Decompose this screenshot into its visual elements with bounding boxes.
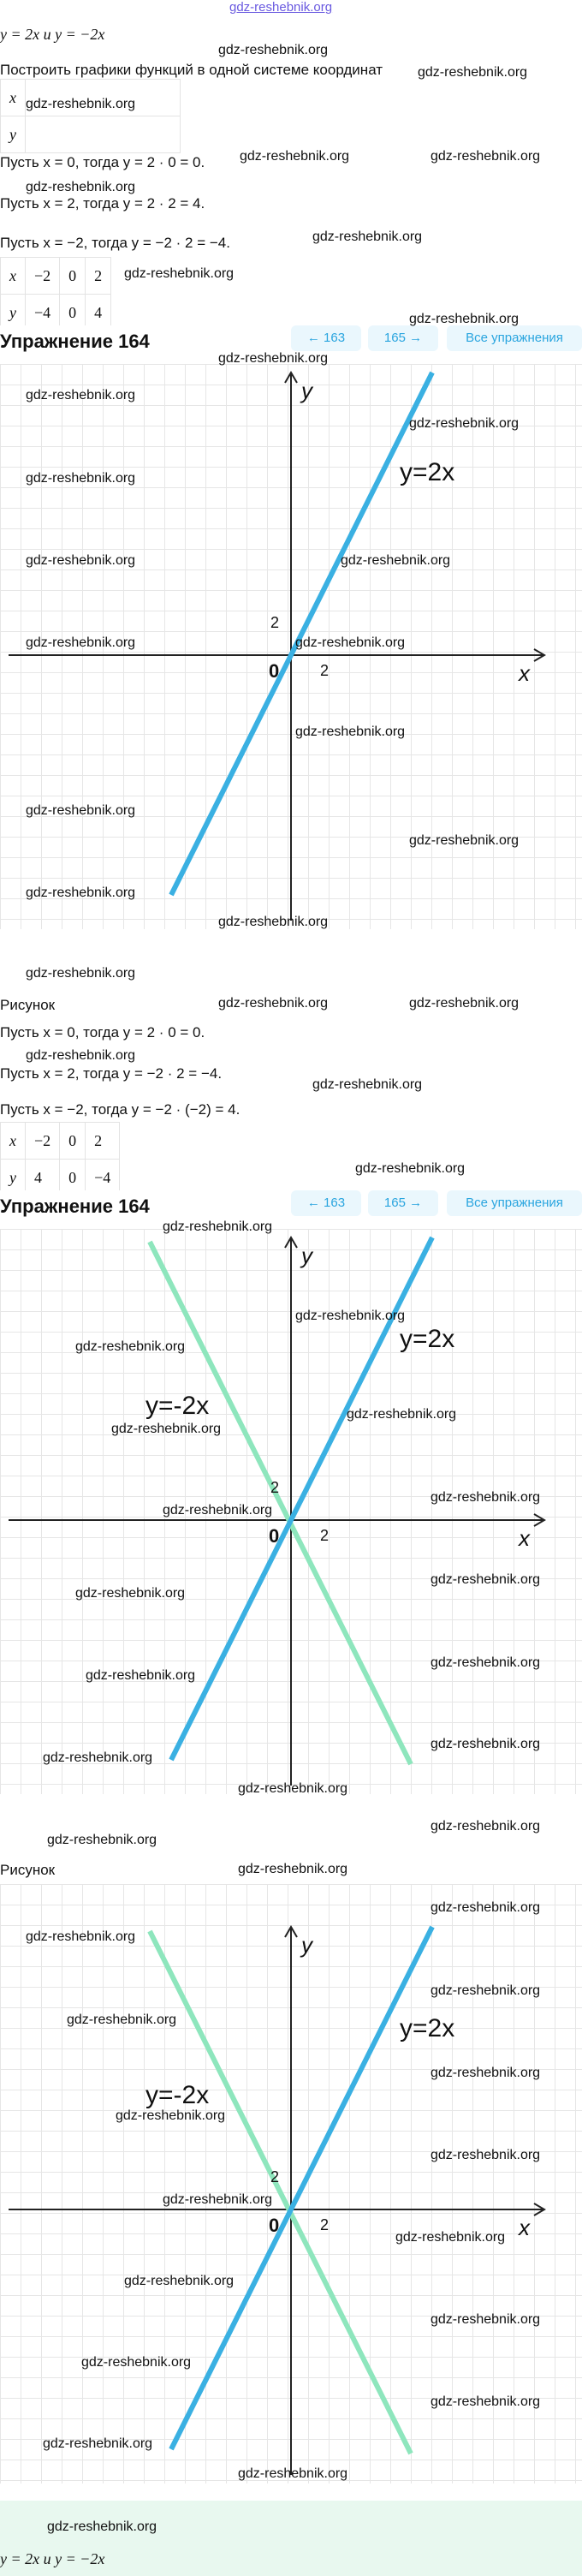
watermark: gdz-reshebnik.org	[26, 553, 136, 568]
watermark: gdz-reshebnik.org	[163, 1219, 273, 1234]
graph-3	[0, 1884, 582, 2484]
watermark: gdz-reshebnik.org	[116, 2108, 226, 2123]
origin-label: 0	[269, 660, 280, 682]
line-neg-label-3: y=-2x	[146, 2081, 210, 2109]
watermark: gdz-reshebnik.org	[26, 635, 136, 650]
watermark: gdz-reshebnik.org	[43, 2436, 153, 2451]
footer-heading: y = 2x и y = −2x	[0, 2550, 105, 2567]
watermark: gdz-reshebnik.org	[431, 2066, 541, 2080]
sol1-line3: Пусть x = −2, тогда y = −2 · 2 = −4.	[0, 235, 230, 251]
origin-label-2: 0	[269, 1525, 280, 1547]
watermark: gdz-reshebnik.org	[431, 1983, 541, 1998]
watermark: gdz-reshebnik.org	[67, 2012, 177, 2027]
watermark: gdz-reshebnik.org	[355, 1161, 466, 1176]
sol2-table	[0, 1122, 120, 1196]
watermark: gdz-reshebnik.org	[409, 996, 520, 1011]
watermark: gdz-reshebnik.org	[75, 1586, 186, 1601]
sol1-y3: 4	[86, 295, 111, 331]
watermark: gdz-reshebnik.org	[26, 471, 136, 486]
watermark: gdz-reshebnik.org	[295, 635, 406, 650]
watermark: gdz-reshebnik.org	[312, 230, 423, 244]
watermark: gdz-reshebnik.org	[431, 1900, 541, 1915]
line-y-2x	[171, 373, 432, 895]
sol2-line2: Пусть x = 2, тогда y = −2 · 2 = −4.	[0, 1065, 223, 1082]
watermark: gdz-reshebnik.org	[418, 65, 528, 80]
watermark: gdz-reshebnik.org	[26, 1048, 136, 1063]
watermark: gdz-reshebnik.org	[75, 1339, 186, 1354]
tick-x-label-3: 2	[320, 2216, 330, 2233]
watermark: gdz-reshebnik.org	[47, 1833, 157, 1847]
watermark: gdz-reshebnik.org	[238, 2466, 348, 2481]
sol1-x-label: x	[1, 258, 26, 295]
watermark: gdz-reshebnik.org	[26, 388, 136, 402]
sol2-y-label: y	[1, 1160, 26, 1196]
figure-caption-2: Рисунок	[0, 1862, 56, 1878]
prev-exercise-button-2[interactable]: ← 163	[291, 1190, 361, 1216]
site-logo[interactable]: gdz-reshebnik.org	[229, 0, 333, 15]
axis-x-label-3: x	[519, 2215, 530, 2240]
watermark: gdz-reshebnik.org	[431, 1655, 541, 1670]
sol2-x2: 0	[60, 1123, 86, 1160]
watermark: gdz-reshebnik.org	[26, 803, 136, 818]
watermark: gdz-reshebnik.org	[395, 2230, 506, 2245]
tick-x-label: 2	[320, 662, 330, 679]
watermark: gdz-reshebnik.org	[26, 180, 136, 194]
origin-label-3: 0	[269, 2215, 280, 2236]
intro-table-x-label: x	[1, 80, 26, 116]
tick-y-label-2: 2	[270, 1479, 280, 1496]
watermark: gdz-reshebnik.org	[26, 966, 136, 981]
line-pos-label-2: y=2x	[400, 1325, 455, 1353]
sol1-line1: Пусть x = 0, тогда y = 2 · 0 = 0.	[0, 154, 205, 170]
sol2-x1: −2	[26, 1123, 60, 1160]
intro-table-y-label: y	[1, 116, 26, 153]
footer-bar	[0, 2501, 582, 2576]
watermark: gdz-reshebnik.org	[163, 2192, 273, 2207]
watermark: gdz-reshebnik.org	[47, 2519, 157, 2534]
sol1-table	[0, 257, 111, 331]
line-pos-label-3: y=2x	[400, 2014, 455, 2042]
watermark: gdz-reshebnik.org	[124, 2274, 235, 2288]
axis-y-label-3: y	[301, 1932, 312, 1958]
intro-heading: y = 2x и y = −2x	[0, 26, 105, 43]
watermark: gdz-reshebnik.org	[409, 833, 520, 848]
watermark: gdz-reshebnik.org	[431, 1737, 541, 1751]
line-pos-label: y=2x	[400, 458, 455, 486]
sol2-line1: Пусть x = 0, тогда y = 2 · 0 = 0.	[0, 1024, 205, 1041]
axis-y-label-2: y	[301, 1243, 312, 1268]
next-exercise-button[interactable]: 165 →	[368, 325, 438, 351]
exercise-title-2: Упражнение 164	[0, 1196, 150, 1217]
sol1-y-label: y	[1, 295, 26, 331]
intro-table	[0, 79, 181, 153]
sol2-x3: 2	[86, 1123, 120, 1160]
watermark: gdz-reshebnik.org	[26, 97, 136, 111]
line-neg-label-2: y=-2x	[146, 1392, 210, 1420]
exercise-header-2	[0, 1190, 582, 1225]
sol1-line2: Пусть x = 2, тогда y = 2 · 2 = 4.	[0, 195, 205, 212]
sol2-y2: 0	[60, 1160, 86, 1196]
sol1-y1: −4	[26, 295, 60, 331]
watermark: gdz-reshebnik.org	[240, 149, 350, 164]
watermark: gdz-reshebnik.org	[86, 1668, 196, 1683]
watermark: gdz-reshebnik.org	[431, 2394, 541, 2409]
watermark: gdz-reshebnik.org	[431, 1819, 541, 1834]
watermark: gdz-reshebnik.org	[295, 724, 406, 739]
sol2-x-label: x	[1, 1123, 26, 1160]
watermark: gdz-reshebnik.org	[431, 1490, 541, 1505]
watermark: gdz-reshebnik.org	[431, 1572, 541, 1587]
watermark: gdz-reshebnik.org	[218, 43, 329, 57]
tick-y-label: 2	[270, 614, 280, 631]
intro-task: Построить графики функций в одной системе координат	[0, 62, 383, 78]
watermark: gdz-reshebnik.org	[409, 416, 520, 431]
axis-y-label: y	[301, 378, 312, 403]
watermark: gdz-reshebnik.org	[431, 149, 541, 164]
sol2-y3: −4	[86, 1160, 120, 1196]
axis-x-label-2: x	[519, 1525, 530, 1551]
watermark: gdz-reshebnik.org	[81, 2355, 192, 2370]
sol1-x2: 0	[60, 258, 86, 295]
watermark: gdz-reshebnik.org	[111, 1422, 222, 1436]
sol1-x1: −2	[26, 258, 60, 295]
watermark: gdz-reshebnik.org	[43, 1750, 153, 1765]
watermark: gdz-reshebnik.org	[312, 1077, 423, 1092]
graph-2	[0, 1229, 582, 1794]
sol2-line3: Пусть x = −2, тогда y = −2 · (−2) = 4.	[0, 1101, 241, 1118]
all-exercises-button[interactable]: Все упражнения	[447, 325, 582, 351]
next-exercise-button-2[interactable]: 165 →	[368, 1190, 438, 1216]
tick-y-label-3: 2	[270, 2168, 280, 2185]
watermark: gdz-reshebnik.org	[341, 553, 451, 568]
figure-caption-1: Рисунок	[0, 997, 56, 1013]
line-y-2x-3	[171, 1927, 432, 2449]
watermark: gdz-reshebnik.org	[163, 1503, 273, 1518]
watermark: gdz-reshebnik.org	[347, 1407, 457, 1422]
axis-x-label: x	[519, 660, 530, 686]
watermark: gdz-reshebnik.org	[431, 2312, 541, 2327]
sol2-y1: 4	[26, 1160, 60, 1196]
watermark: gdz-reshebnik.org	[218, 915, 329, 929]
watermark: gdz-reshebnik.org	[431, 2148, 541, 2162]
watermark: gdz-reshebnik.org	[295, 1309, 406, 1323]
all-exercises-button-2[interactable]: Все упражнения	[447, 1190, 582, 1216]
exercise-title: Упражнение 164	[0, 331, 150, 352]
watermark: gdz-reshebnik.org	[124, 266, 235, 281]
graph-2-svg	[0, 1229, 582, 1794]
graph-3-svg	[0, 1884, 582, 2484]
watermark: gdz-reshebnik.org	[238, 1862, 348, 1876]
watermark: gdz-reshebnik.org	[218, 351, 329, 366]
sol1-y2: 0	[60, 295, 86, 331]
prev-exercise-button[interactable]: ← 163	[291, 325, 361, 351]
watermark: gdz-reshebnik.org	[409, 312, 520, 326]
watermark: gdz-reshebnik.org	[238, 1781, 348, 1796]
watermark: gdz-reshebnik.org	[26, 1929, 136, 1944]
watermark: gdz-reshebnik.org	[218, 996, 329, 1011]
sol1-x3: 2	[86, 258, 111, 295]
tick-x-label-2: 2	[320, 1527, 330, 1544]
watermark: gdz-reshebnik.org	[26, 886, 136, 900]
